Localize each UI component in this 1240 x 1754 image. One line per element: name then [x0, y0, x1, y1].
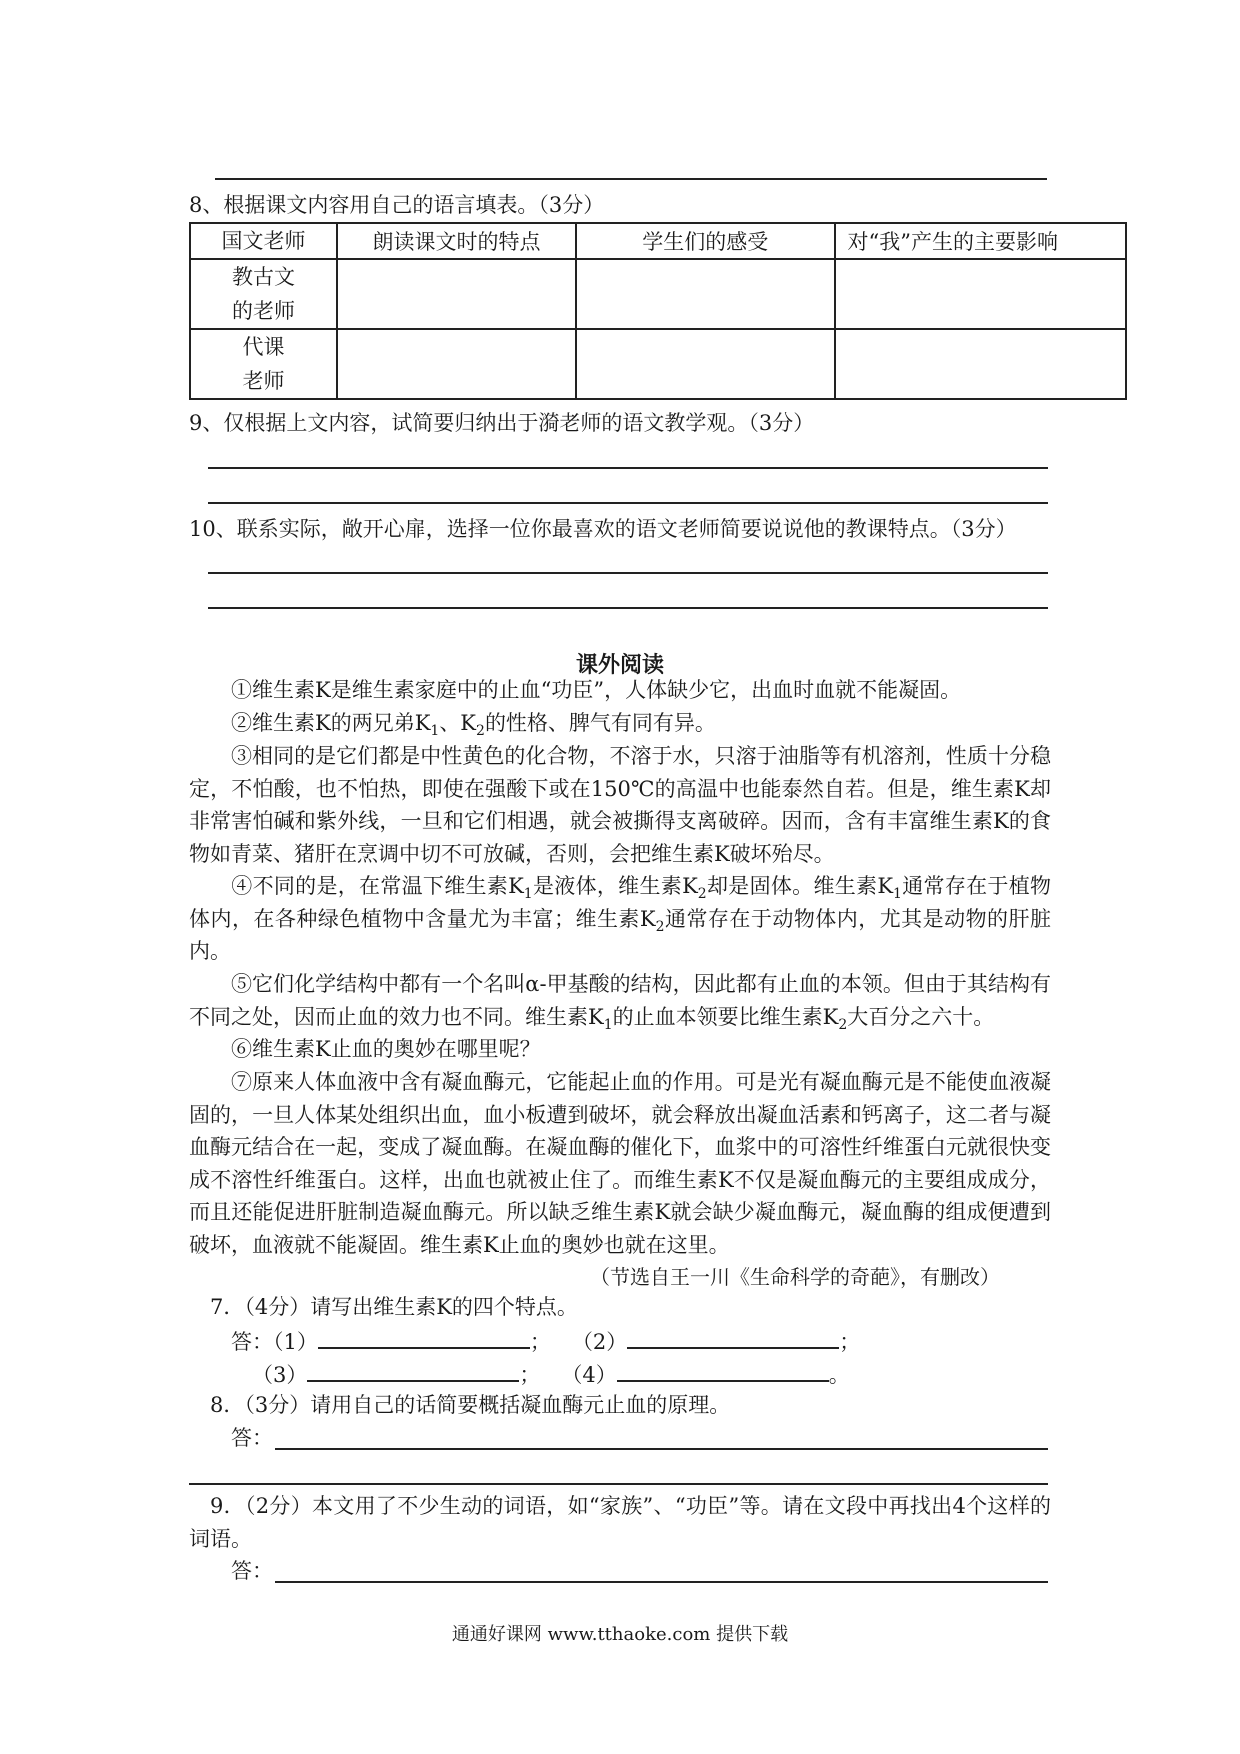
- source-citation: （节选自王一川《生命科学的奇葩》，有删改）: [590, 1265, 1000, 1289]
- question-8: 8．（3分）请用自己的话简要概括凝血酶元止血的原理。: [210, 1393, 731, 1417]
- paragraph-7: ⑦原来人体血液中含有凝血酶元，它能起止血的作用。可是光有凝血酶元是不能使血液凝固的，一旦人体某处组织出血，血小板遭到破坏，就会释放出凝血活素和钙离子，这二者与凝血酶元结合在一起，变成了凝血酶。在凝血酶的催化下，血浆中的可溶性纤维蛋白元就很快变成不溶性纤维蛋白。这样，出血也就被止住了。而维生素K不仅是凝血酶元的主要组成成分，而且还能促进肝脏制造凝血酶元。所以缺乏维生素K就会缺少凝血酶元，凝血酶的组成便遭到破坏，血液就不能凝固。维生素K止血的奥妙也就在这里。: [189, 1070, 1051, 1257]
- q7-answer-row-2: （3） ； （4） 。: [252, 1358, 850, 1390]
- answer-line[interactable]: [208, 607, 1048, 609]
- table-row-label: 教古文 的老师: [190, 259, 337, 329]
- question-7: 7．（4分）请写出维生素K的四个特点。: [210, 1295, 578, 1319]
- question-10-top: 10、联系实际，敞开心扉，选择一位你最喜欢的语文老师简要说说他的教课特点。（3分）: [189, 517, 1017, 541]
- paragraph-2: ②维生素K的两兄弟$K_1$、$K_2$的性格、脾气有同有异。: [231, 711, 716, 740]
- answer-line[interactable]: [208, 502, 1048, 504]
- table-cell-blank[interactable]: [337, 259, 576, 329]
- paragraph-5: ⑤它们化学结构中都有一个名叫α-甲基酸的结构，因此都有止血的本领。但由于其结构有不同之处，因而止血的效力也不同。维生素$K_1$的止血本领要比维生素$K_2$大百分之六十。: [189, 972, 1051, 1033]
- answer-blank[interactable]: [307, 1358, 519, 1382]
- table-cell-blank[interactable]: [337, 329, 576, 399]
- answer-line[interactable]: [275, 1581, 1048, 1583]
- section-title: 课外阅读: [575, 653, 664, 678]
- q9-answer-label: 答：: [231, 1559, 273, 1583]
- table-cell-blank[interactable]: [576, 259, 834, 329]
- answer-line[interactable]: [215, 178, 1047, 180]
- answer-line[interactable]: [189, 1483, 1048, 1485]
- answer-blank[interactable]: [318, 1325, 530, 1349]
- table-header: 对“我”产生的主要影响: [835, 223, 1127, 259]
- question-9: 9．（2分）本文用了不少生动的词语，如“家族”、“功臣”等。请在文段中再找出4个这样的词语。: [189, 1494, 1051, 1551]
- paragraph-6: ⑥维生素K止血的奥妙在哪里呢？: [231, 1037, 541, 1061]
- paragraph-1: ①维生素K是维生素家庭中的止血“功臣”，人体缺少它，出血时血就不能凝固。: [231, 678, 962, 702]
- fill-in-table: [189, 222, 1127, 400]
- table-row-label: 代课 老师: [190, 329, 337, 399]
- question-8-table: 8、根据课文内容用自己的语言填表。（3分）: [189, 193, 605, 217]
- paragraph-4: ④不同的是，在常温下维生素$K_1$是液体，维生素$K_2$却是固体。维生素$K_1$通常存在于植物体内，在各种绿色植物中含量尤为丰富；维生素$K_2$通常存在于动物体内，尤其是动物的肝脏内。: [189, 874, 1052, 963]
- table-cell-blank[interactable]: [835, 259, 1127, 329]
- table-cell-blank[interactable]: [576, 329, 834, 399]
- q7-answer-row-1: 答：（1） ； （2） ；: [231, 1325, 860, 1357]
- q8-answer-label: 答：: [231, 1426, 273, 1450]
- question-9-top: 9、仅根据上文内容，试简要归纳出于漪老师的语文教学观。（3分）: [189, 411, 815, 435]
- table-header: 朗读课文时的特点: [337, 223, 576, 259]
- answer-blank[interactable]: [617, 1358, 829, 1382]
- answer-line[interactable]: [275, 1448, 1048, 1450]
- answer-line[interactable]: [208, 572, 1048, 574]
- table-header: 国文老师: [190, 223, 337, 259]
- table-header: 学生们的感受: [576, 223, 834, 259]
- paragraph-3: ③相同的是它们都是中性黄色的化合物，不溶于水，只溶于油脂等有机溶剂，性质十分稳定，不怕酸，也不怕热，即使在强酸下或在150℃的高温中也能泰然自若。但是，维生素K却非常害怕碱和紫外线，一旦和它们相遇，就会被撕得支离破碎。因而，含有丰富维生素K的食物如青菜、猪肝在烹调中切不可放碱，否则，会把维生素K破坏殆尽。: [189, 744, 1051, 866]
- table-cell-blank[interactable]: [835, 329, 1127, 399]
- page-footer: 通通好课网 www.tthaoke.com 提供下载: [451, 1624, 789, 1645]
- answer-line[interactable]: [208, 467, 1048, 469]
- answer-blank[interactable]: [627, 1325, 839, 1349]
